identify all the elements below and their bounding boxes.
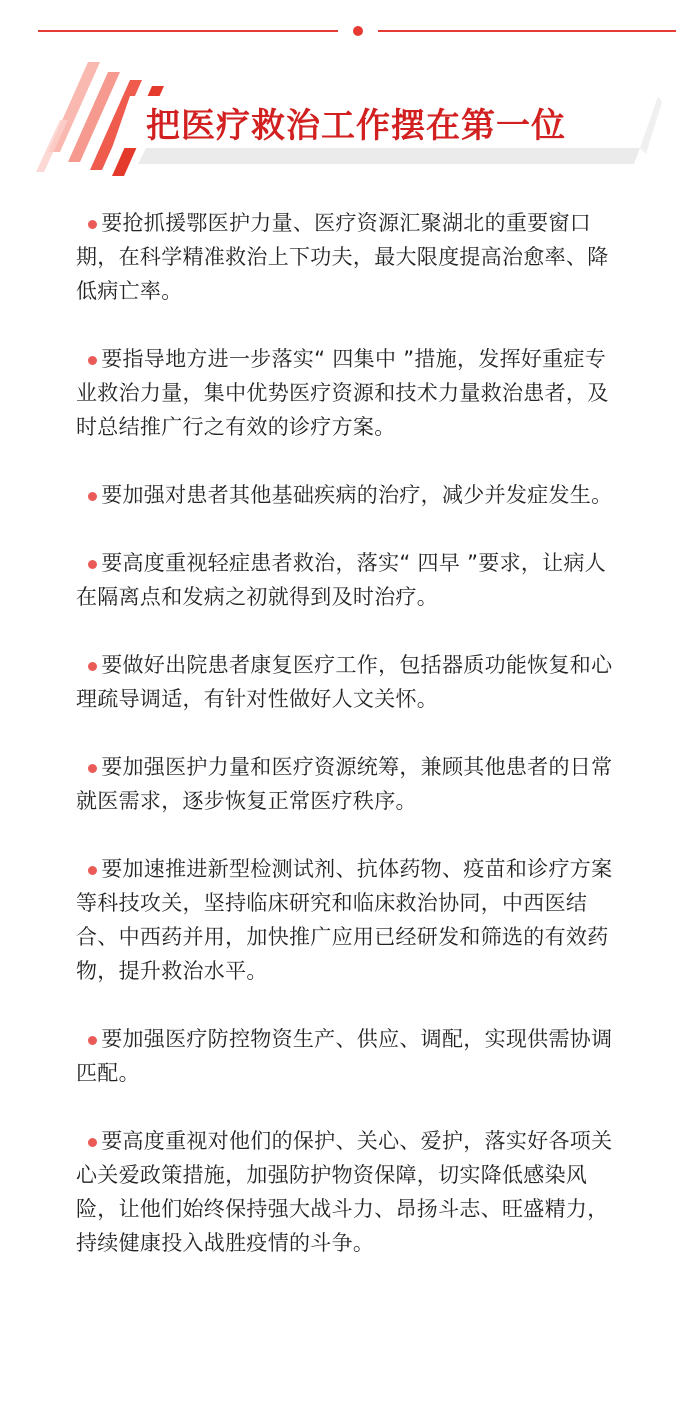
bullet-icon	[88, 1138, 97, 1147]
list-item-text: 要加强对患者其他基础疾病的治疗，减少并发症发生。	[101, 483, 613, 507]
page-title: 把医疗救治工作摆在第一位	[146, 106, 566, 146]
list-item	[76, 342, 624, 444]
list-item	[76, 206, 624, 308]
bullet-icon	[88, 764, 97, 773]
list-item	[76, 546, 624, 614]
list-item	[76, 852, 624, 988]
list-item-text: 要加速推进新型检测试剂、抗体药物、疫苗和诊疗方案等科技攻关，坚持临床研究和临床救治协同，中西医结合、中西药并用，加快推广应用已经研发和筛选的有效药物，提升救治水平。	[76, 857, 613, 983]
bullet-icon	[88, 662, 97, 671]
bullet-icon	[88, 356, 97, 365]
top-divider-right	[378, 30, 676, 32]
top-divider-left	[38, 30, 338, 32]
list-item-text: 要抢抓援鄂医护力量、医疗资源汇聚湖北的重要窗口期，在科学精准救治上下功夫，最大限度提高治愈率、降低病亡率。	[76, 211, 609, 303]
list-item-text: 要做好出院患者康复医疗工作，包括器质功能恢复和心理疏导调适，有针对性做好人文关怀。	[76, 653, 613, 711]
list-item-text: 要指导地方进一步落实“ 四集中 ”措施，发挥好重症专业救治力量，集中优势医疗资源和技术力量救治患者，及时总结推广行之有效的诊疗方案。	[76, 347, 609, 439]
list-item	[76, 1022, 624, 1090]
list-item	[76, 478, 624, 512]
title-banner	[28, 52, 668, 192]
item-list	[76, 206, 624, 1260]
bullet-icon	[88, 220, 97, 229]
list-item	[76, 750, 624, 818]
bullet-icon	[88, 1036, 97, 1045]
bullet-icon	[88, 492, 97, 501]
list-item-text: 要高度重视对他们的保护、关心、爱护，落实好各项关心关爱政策措施，加强防护物资保障，切实降低感染风险，让他们始终保持强大战斗力、昂扬斗志、旺盛精力，持续健康投入战胜疫情的斗争。	[76, 1129, 613, 1255]
bullet-icon	[88, 560, 97, 569]
list-item-text: 要加强医疗防控物资生产、供应、调配，实现供需协调匹配。	[76, 1027, 613, 1085]
list-item-text: 要高度重视轻症患者救治，落实“ 四早 ”要求，让病人在隔离点和发病之初就得到及时治疗。	[76, 551, 607, 609]
top-divider-dot	[353, 26, 363, 36]
list-item	[76, 648, 624, 716]
list-item-text: 要加强医护力量和医疗资源统筹，兼顾其他患者的日常就医需求，逐步恢复正常医疗秩序。	[76, 755, 613, 813]
list-item	[76, 1124, 624, 1260]
bullet-icon	[88, 866, 97, 875]
